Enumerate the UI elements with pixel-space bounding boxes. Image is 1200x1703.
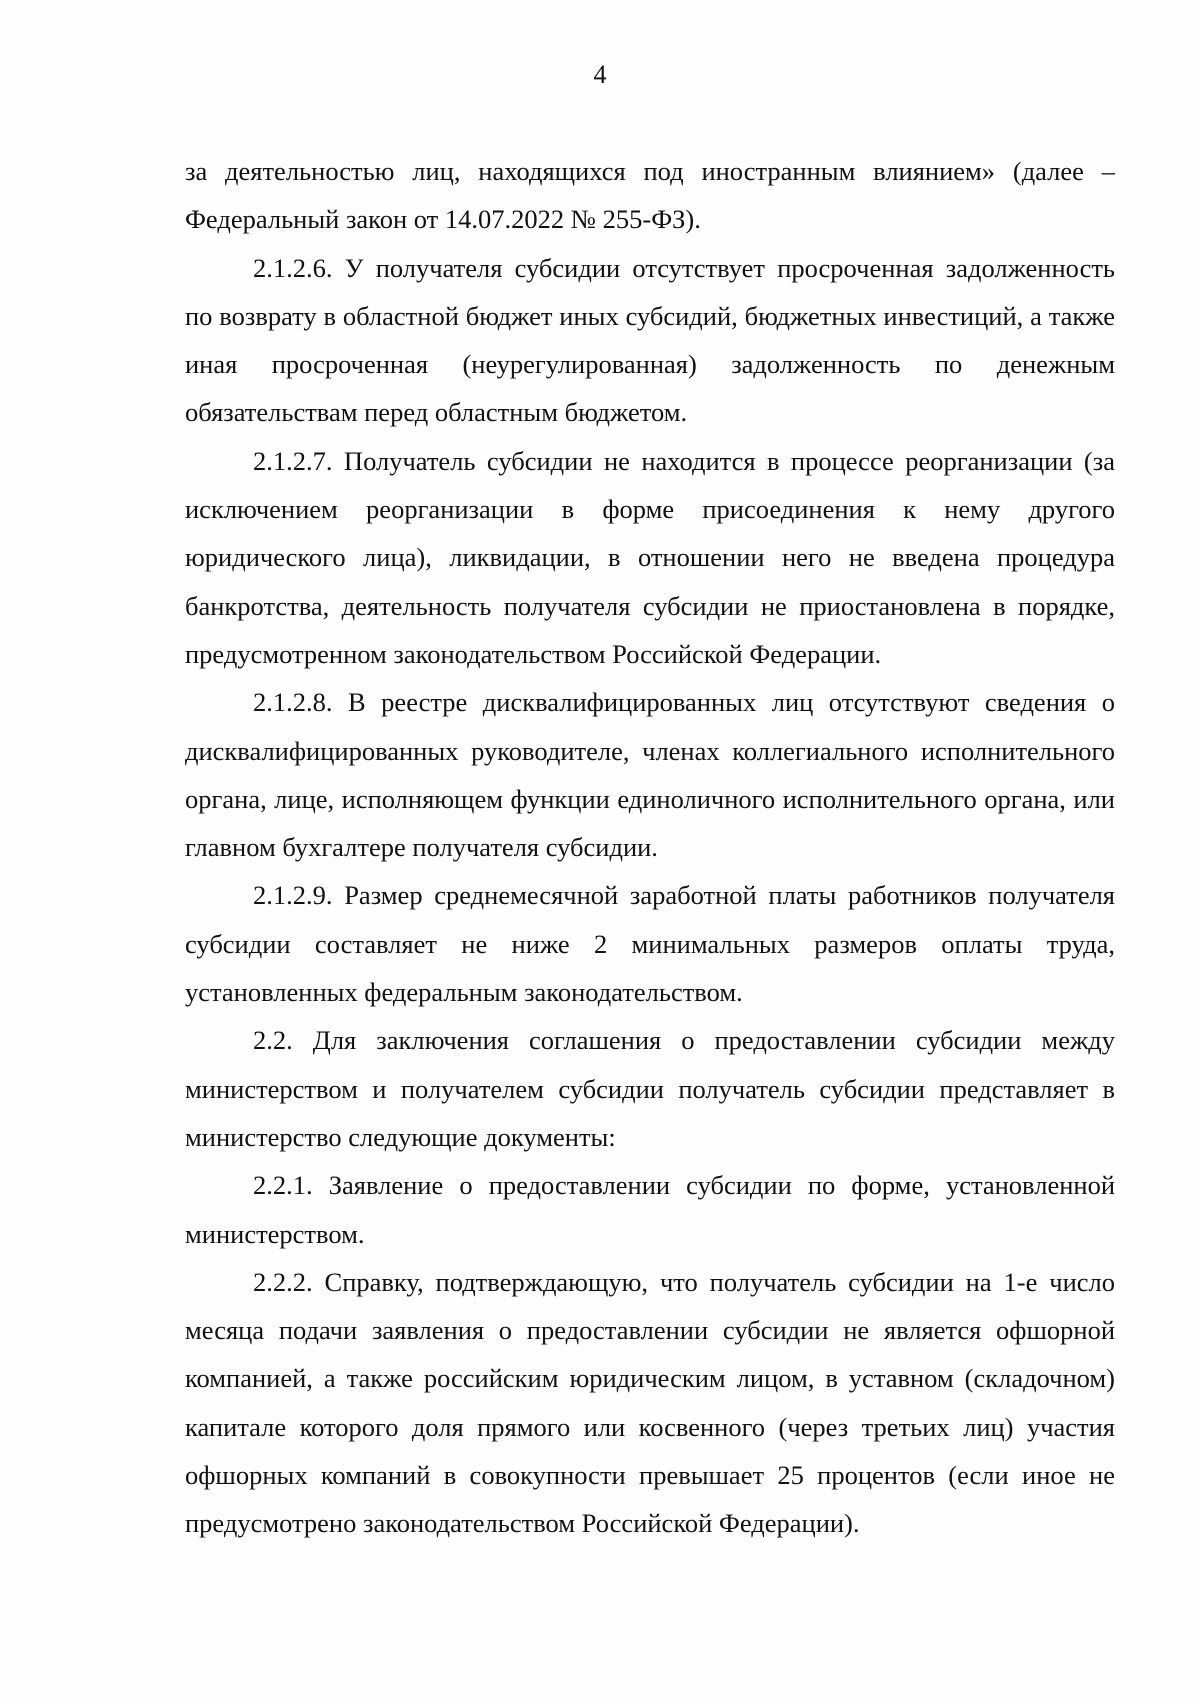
page-number: 4 [593, 60, 607, 89]
paragraph-2-2: 2.2. Для заключения соглашения о предоставлении субсидии между министерством и получателем субсидии получатель субсидии представляет в министерство следующие документы: [185, 1025, 1115, 1152]
paragraph-2-2-2: 2.2.2. Справку, подтверждающую, что получатель субсидии на 1-е число месяца подачи заявления о предоставлении субсидии не является офшорной компанией, а также российским юридическим лицом, в уставном (складочном) капитале которого доля прямого или косвенного (через третьих лиц) участия офшорных компаний в совокупности превышает 25 процентов (если иное не предусмотрено законодательством Российской Федерации). [185, 1266, 1115, 1539]
paragraph-2-1-2-7: 2.1.2.7. Получатель субсидии не находится в процессе реорганизации (за исключением реорганизации в форме присоединения к нему другого юридического лица), ликвидации, в отношении него не введена процедура банкротства, деятельность получателя субсидии не приостановлена в порядке, предусмотренном законодательством Российской Федерации. [185, 445, 1115, 669]
paragraph-2-1-2-6: 2.1.2.6. У получателя субсидии отсутствует просроченная задолженность по возврату в областной бюджет иных субсидий, бюджетных инвестиций, а также иная просроченная (неурегулированная) задолженность по денежным обязательствам перед областным бюджетом. [185, 252, 1115, 428]
paragraph-2-1-2-9: 2.1.2.9. Размер среднемесячной заработной платы работников получателя субсидии составляет не ниже 2 минимальных размеров оплаты труда, установленных федеральным законодательством. [185, 880, 1115, 1008]
paragraph-2-1-2-8: 2.1.2.8. В реестре дисквалифицированных лиц отсутствуют сведения о дисквалифицированных руководителе, членах коллегиального исполнительного органа, лице, исполняющем функции единоличного исполнительного органа, или главном бухгалтере получателя субсидии. [185, 687, 1115, 863]
document-body [185, 147, 1115, 1548]
paragraph-2-2-1: 2.2.1. Заявление о предоставлении субсидии по форме, установленной министерством. [185, 1170, 1115, 1249]
paragraph-continuation: за деятельностью лиц, находящихся под иностранным влиянием» (далее – Федеральный закон от 14.07.2022 № 255-ФЗ). [185, 156, 1115, 235]
